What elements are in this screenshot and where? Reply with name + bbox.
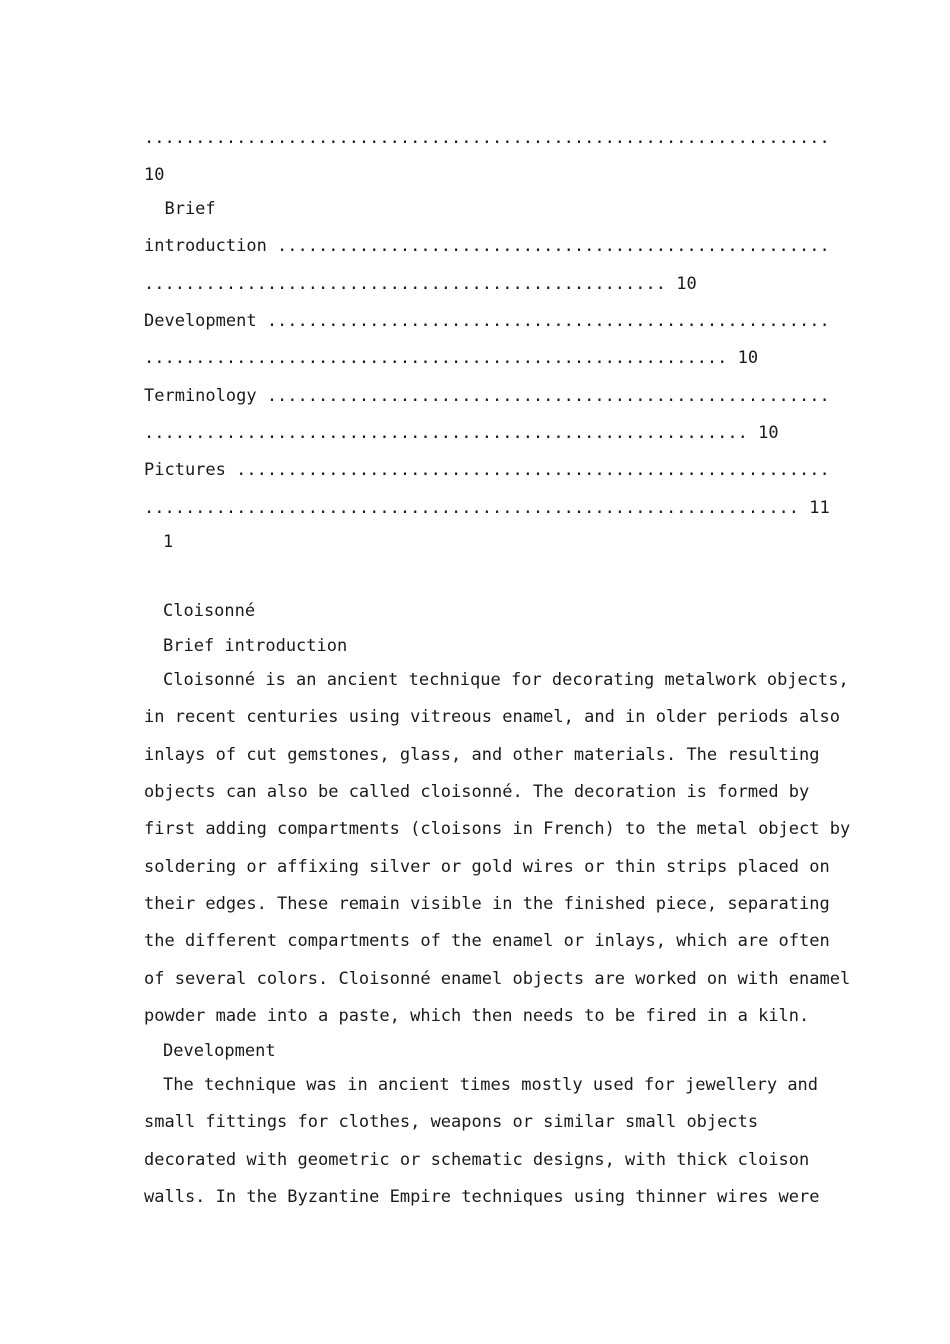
section-heading-development: Development [163,1041,276,1061]
paragraph-line: walls. In the Byzantine Empire techniques using thinner wires were [144,1187,820,1207]
paragraph-line: powder made into a paste, which then needs to be fired in a kiln. [144,1006,810,1026]
page-number: 1 [163,532,174,552]
toc-entry-terminology-line2: ........................................................... 10 [144,423,779,443]
article-title: Cloisonné [163,601,256,621]
toc-leading-dots: ................................................................... [144,128,830,148]
paragraph-line: of several colors. Cloisonné enamel objects are worked on with enamel [144,969,851,989]
toc-entry-pictures-line2: ................................................................ 11 [144,498,830,518]
toc-entry-brief-line3: ................................................... 10 [144,274,697,294]
paragraph-line: Cloisonné is an ancient technique for decorating metalwork objects, [163,670,849,690]
toc-leading-page: 10 [144,165,165,185]
paragraph-line: soldering or affixing silver or gold wires or thin strips placed on [144,857,830,877]
section-heading-brief-introduction: Brief introduction [163,636,348,656]
paragraph-line: the different compartments of the enamel or inlays, which are often [144,931,830,951]
paragraph-line: inlays of cut gemstones, glass, and other materials. The resulting [144,745,820,765]
paragraph-line: decorated with geometric or schematic designs, with thick cloison [144,1150,810,1170]
toc-entry-brief-line1: Brief [144,199,216,219]
paragraph-line: in recent centuries using vitreous enamel, and in older periods also [144,707,840,727]
toc-entry-development-line2: ......................................................... 10 [144,348,759,368]
toc-entry-brief-line2: introduction ...................................................... [144,236,830,256]
toc-entry-development-line1: Development ....................................................... [144,311,830,331]
paragraph-line: small fittings for clothes, weapons or similar small objects [144,1112,759,1132]
paragraph-line: first adding compartments (cloisons in French) to the metal object by [144,819,851,839]
toc-entry-terminology-line1: Terminology ....................................................... [144,386,830,406]
paragraph-line: their edges. These remain visible in the finished piece, separating [144,894,830,914]
paragraph-line: The technique was in ancient times mostly used for jewellery and [163,1075,819,1095]
toc-entry-pictures-line1: Pictures .......................................................... [144,460,830,480]
paragraph-line: objects can also be called cloisonné. The decoration is formed by [144,782,810,802]
